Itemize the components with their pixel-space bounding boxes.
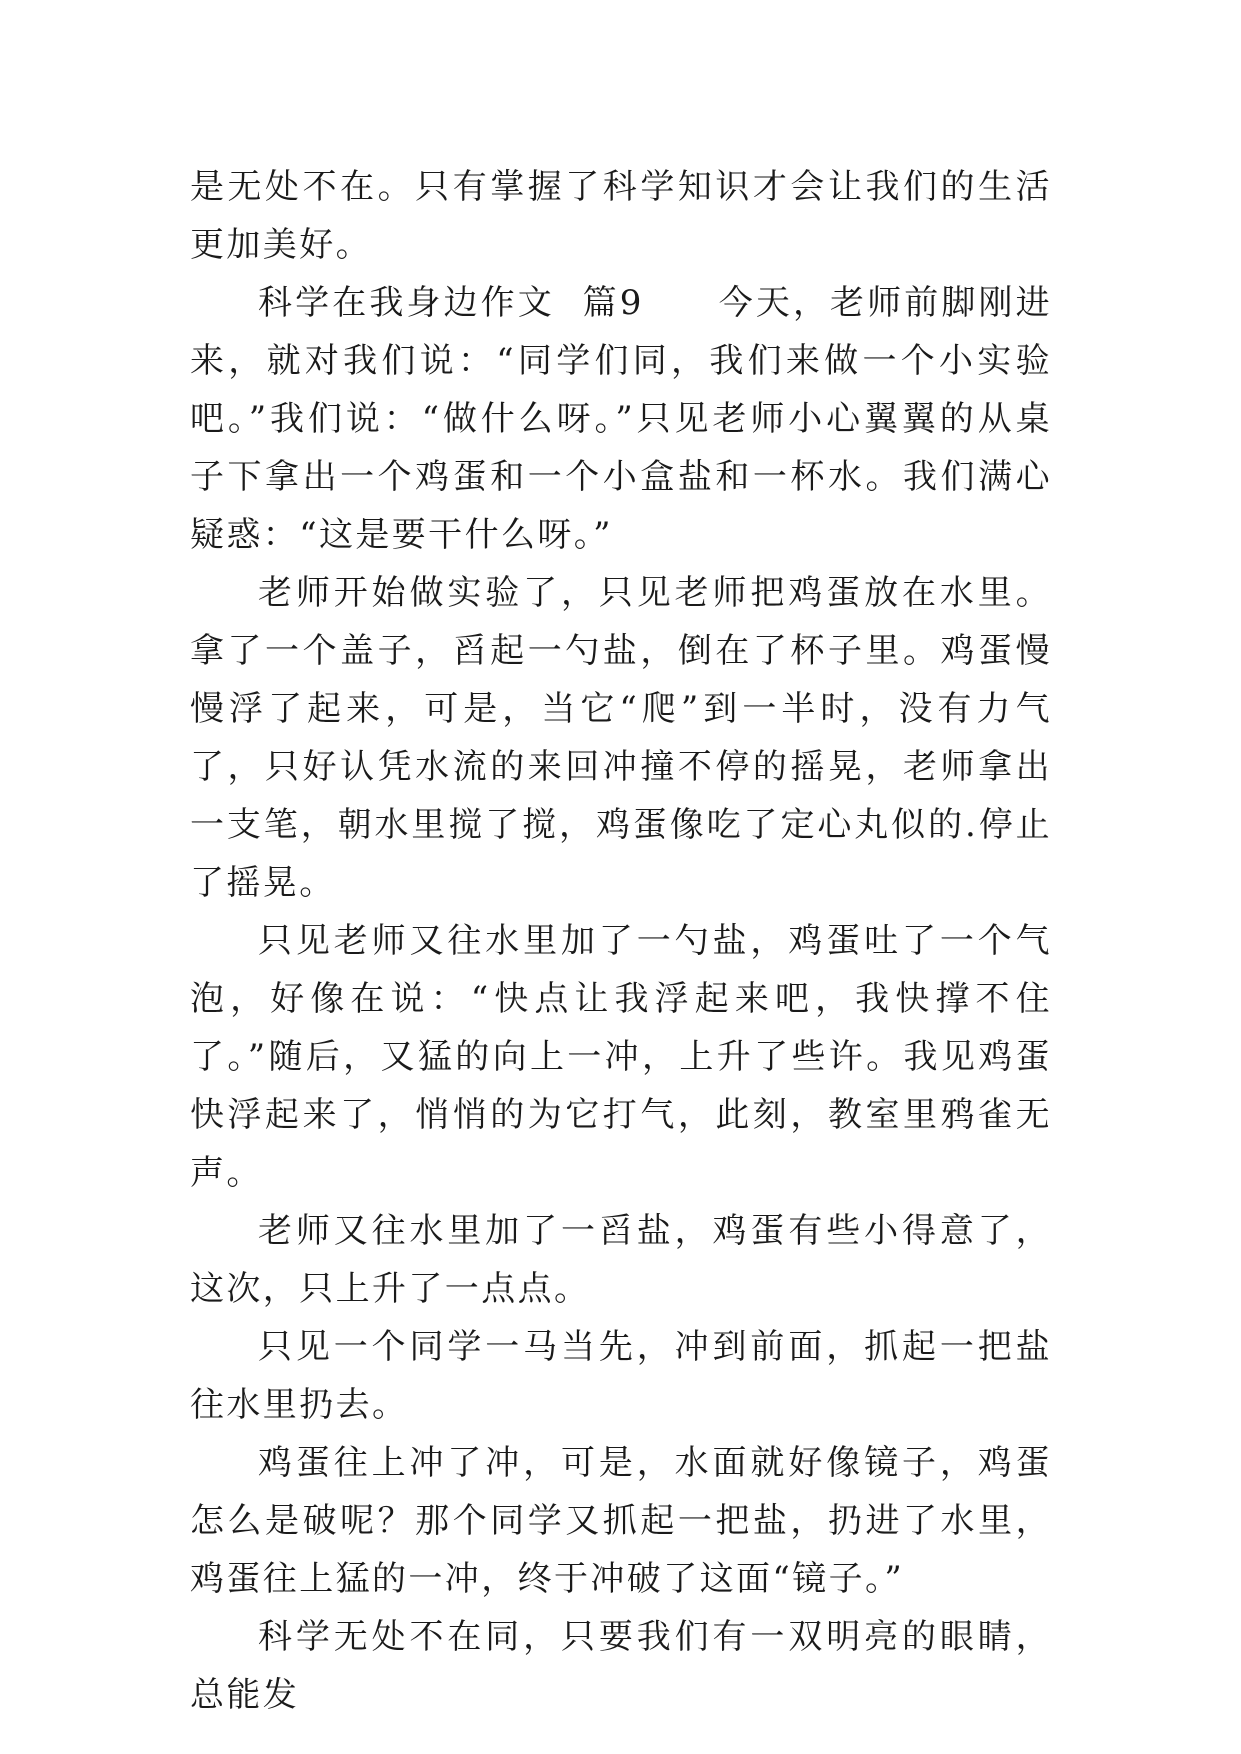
article-body	[190, 158, 1052, 1724]
paragraph	[190, 564, 1052, 912]
paragraph	[190, 1434, 1052, 1608]
paragraph-text: 老师开始做实验了，只见老师把鸡蛋放在水里。拿了一个盖子，舀起一勺盐，倒在了杯子里。鸡蛋慢慢浮了起来，可是，当它“爬”到一半时，没有力气了，只好认凭水流的来回冲撞不停的摇晃，老师拿出一支笔，朝水里搅了搅，鸡蛋像吃了定心丸似的.停止了摇晃。	[190, 573, 1052, 903]
paragraph	[190, 1202, 1052, 1318]
paragraph-text: 科学无处不在同，只要我们有一双明亮的眼睛，总能发	[190, 1617, 1052, 1715]
paragraph-continued	[190, 158, 1052, 274]
paragraph-text: 鸡蛋往上冲了冲，可是，水面就好像镜子，鸡蛋怎么是破呢？那个同学又抓起一把盐，扔进了水里，鸡蛋往上猛的一冲，终于冲破了这面“镜子。”	[190, 1443, 1052, 1599]
paragraph-text: 今天，老师前脚刚进来，就对我们说：“同学们同，我们来做一个小实验吧。”我们说：“做什么呀。”只见老师小心翼翼的从桌子下拿出一个鸡蛋和一个小盒盐和一杯水。我们满心疑惑：“这是要干什么呀。”	[190, 283, 1052, 555]
paragraph-text: 只见一个同学一马当先，冲到前面，抓起一把盐往水里扔去。	[190, 1327, 1052, 1425]
paragraph	[190, 1318, 1052, 1434]
paragraph-text: 是无处不在。只有掌握了科学知识才会让我们的生活更加美好。	[190, 167, 1052, 265]
paragraph-section-heading	[190, 274, 1052, 564]
section-heading: 科学在我身边作文 篇9	[258, 283, 719, 323]
paragraph-text: 只见老师又往水里加了一勺盐，鸡蛋吐了一个气泡，好像在说：“快点让我浮起来吧，我快撑不住了。”随后，又猛的向上一冲，上升了些许。我见鸡蛋快浮起来了，悄悄的为它打气，此刻，教室里鸦雀无声。	[190, 921, 1052, 1193]
paragraph	[190, 1608, 1052, 1724]
paragraph	[190, 912, 1052, 1202]
paragraph-text: 老师又往水里加了一舀盐，鸡蛋有些小得意了，这次，只上升了一点点。	[190, 1211, 1052, 1309]
